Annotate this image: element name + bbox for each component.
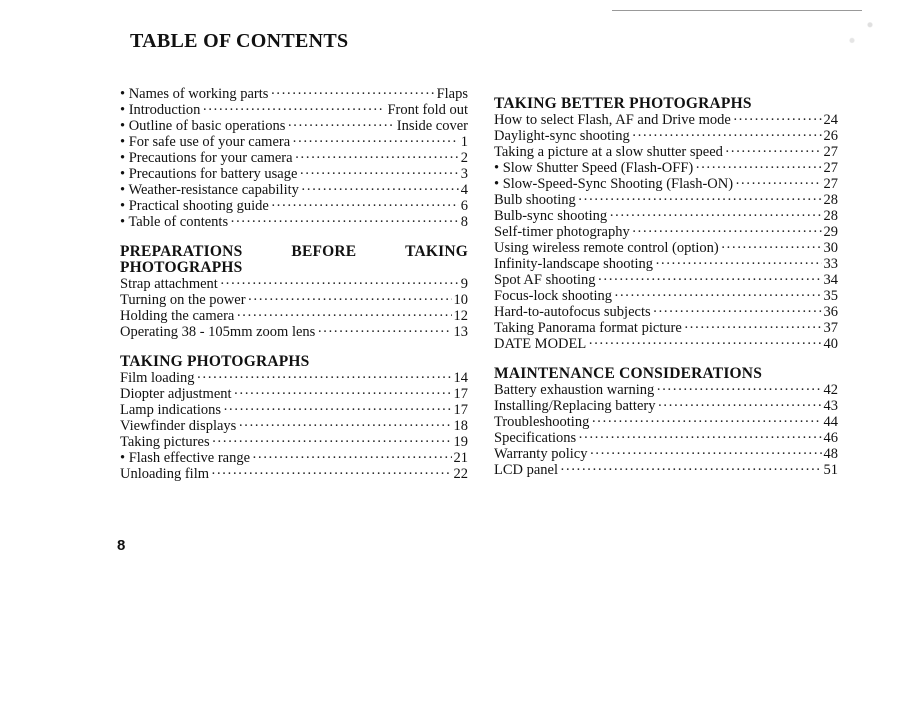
toc-entry-page: 17 [453, 402, 468, 418]
toc-entry-page: 4 [460, 182, 468, 198]
toc-entry[interactable] [120, 198, 468, 214]
toc-entry[interactable] [494, 240, 838, 256]
toc-entry-page: 29 [823, 224, 838, 240]
toc-entry-page: 40 [823, 336, 838, 352]
dot-leader [657, 398, 821, 414]
toc-entry-page: 42 [823, 382, 838, 398]
toc-entry-page: 13 [453, 324, 468, 340]
toc-entry-label: Unloading film [120, 466, 210, 482]
toc-entry-page: Inside cover [396, 118, 468, 134]
toc-entry-label: Hard-to-autofocus subjects [494, 304, 651, 320]
toc-entry-page: 33 [823, 256, 838, 272]
toc-entry-page: 48 [823, 446, 838, 462]
dot-leader [202, 102, 385, 118]
toc-entry[interactable] [120, 150, 468, 166]
toc-entry-page: 34 [823, 272, 838, 288]
toc-entry-label: Specifications [494, 430, 577, 446]
toc-entry-label: Operating 38 - 105mm zoom lens [120, 324, 316, 340]
toc-entry-label: Bulb-sync shooting [494, 208, 608, 224]
toc-entry[interactable] [120, 308, 468, 324]
toc-entry[interactable] [494, 224, 838, 240]
toc-entry-page: 24 [823, 112, 838, 128]
toc-entry[interactable] [120, 292, 468, 308]
dot-leader [252, 450, 451, 466]
toc-entry-page: 2 [460, 150, 468, 166]
dot-leader [212, 434, 452, 450]
toc-entry-label: • Outline of basic operations [120, 118, 285, 134]
dot-leader [292, 134, 459, 150]
toc-entry-label: • Names of working parts [120, 86, 268, 102]
toc-entry-label: • Slow-Speed-Sync Shooting (Flash-ON) [494, 176, 733, 192]
section-title-maintenance: MAINTENANCE CONSIDERATIONS [494, 365, 763, 382]
toc-entry-page: Front fold out [387, 102, 468, 118]
toc-entry-page: 44 [823, 414, 838, 430]
dot-leader [223, 402, 451, 418]
dot-leader [578, 192, 822, 208]
toc-entry-page: 10 [453, 292, 468, 308]
section-title-better: TAKING BETTER PHOTOGRAPHS [494, 95, 752, 112]
dot-leader [578, 430, 821, 446]
dot-leader [301, 182, 459, 198]
dot-leader [725, 144, 822, 160]
toc-entry-label: Self-timer photography [494, 224, 630, 240]
maintenance-list [494, 382, 838, 478]
toc-entry[interactable] [494, 272, 838, 288]
dot-leader [655, 256, 821, 272]
toc-entry[interactable] [120, 276, 468, 292]
dot-leader [230, 214, 459, 230]
dot-leader [295, 150, 459, 166]
toc-entry-label: • Weather-resistance capability [120, 182, 299, 198]
toc-entry-page: 21 [453, 450, 468, 466]
dot-leader [684, 320, 822, 336]
dot-leader [653, 304, 822, 320]
dot-leader [591, 414, 821, 430]
dot-leader [238, 418, 451, 434]
toc-entry-label: Diopter adjustment [120, 386, 232, 402]
dot-leader [287, 118, 394, 134]
toc-entry[interactable] [494, 288, 838, 304]
toc-entry-label: Turning on the power [120, 292, 246, 308]
dot-leader [236, 308, 451, 324]
toc-entry-label: Daylight-sync shooting [494, 128, 630, 144]
toc-entry-label: Bulb shooting [494, 192, 576, 208]
toc-entry-page: 18 [453, 418, 468, 434]
toc-entry-label: Taking pictures [120, 434, 210, 450]
toc-entry[interactable] [120, 118, 468, 134]
toc-entry-label: Infinity-landscape shooting [494, 256, 654, 272]
toc-entry-label: • For safe use of your camera [120, 134, 290, 150]
section-title-word: TAKING [405, 243, 468, 260]
taking-list [120, 370, 468, 482]
toc-entry-page: 8 [460, 214, 468, 230]
dot-leader [271, 198, 459, 214]
dot-leader [560, 462, 821, 478]
toc-entry[interactable] [120, 418, 468, 434]
toc-entry[interactable] [120, 466, 468, 482]
toc-entry-page: 36 [823, 304, 838, 320]
toc-entry[interactable] [120, 434, 468, 450]
dot-leader [220, 276, 459, 292]
toc-entry-label: • Practical shooting guide [120, 198, 269, 214]
toc-entry[interactable] [120, 386, 468, 402]
toc-entry[interactable] [120, 402, 468, 418]
toc-entry[interactable] [494, 414, 838, 430]
toc-entry-label: Lamp indications [120, 402, 222, 418]
toc-entry[interactable] [494, 208, 838, 224]
toc-entry[interactable] [494, 304, 838, 320]
toc-entry-label: • Introduction [120, 102, 200, 118]
dot-leader [598, 272, 822, 288]
section-title-taking: TAKING PHOTOGRAPHS [120, 353, 310, 370]
toc-entry-label: Battery exhaustion warning [494, 382, 655, 398]
toc-entry-page: 28 [823, 208, 838, 224]
toc-entry-page: 12 [453, 308, 468, 324]
toc-entry-label: DATE MODEL [494, 336, 587, 352]
toc-entry[interactable] [120, 370, 468, 386]
section-title-word: PREPARATIONS [120, 243, 243, 260]
toc-entry[interactable] [120, 134, 468, 150]
toc-right-column [494, 96, 838, 478]
toc-entry-page: 46 [823, 430, 838, 446]
toc-left-column [120, 86, 468, 482]
toc-entry[interactable] [494, 398, 838, 414]
toc-entry-page: 27 [823, 160, 838, 176]
dot-leader [721, 240, 822, 256]
toc-entry-label: Using wireless remote control (option) [494, 240, 719, 256]
scan-artifact-speckle [834, 4, 894, 56]
intro-list [120, 86, 468, 230]
toc-entry-label: • Precautions for battery usage [120, 166, 297, 182]
toc-entry-page: 27 [823, 176, 838, 192]
toc-entry-page: 43 [823, 398, 838, 414]
toc-entry[interactable] [494, 176, 838, 192]
toc-entry-label: Taking Panorama format picture [494, 320, 682, 336]
toc-entry[interactable] [494, 320, 838, 336]
section-title-line2: PHOTOGRAPHS [120, 259, 243, 276]
toc-entry[interactable] [494, 160, 838, 176]
toc-entry-page: 28 [823, 192, 838, 208]
toc-entry-page: 19 [453, 434, 468, 450]
dot-leader [733, 112, 822, 128]
toc-entry-page: 37 [823, 320, 838, 336]
toc-entry-page: 9 [460, 276, 468, 292]
toc-entry-label: Troubleshooting [494, 414, 590, 430]
toc-entry[interactable] [120, 182, 468, 198]
page-number: 8 [117, 537, 126, 554]
toc-entry-label: Film loading [120, 370, 195, 386]
toc-entry-page: 6 [460, 198, 468, 214]
toc-entry-label: How to select Flash, AF and Drive mode [494, 112, 731, 128]
dot-leader [735, 176, 821, 192]
toc-entry[interactable] [120, 450, 468, 466]
toc-entry-page: 30 [823, 240, 838, 256]
toc-entry[interactable] [120, 102, 468, 118]
toc-entry[interactable] [494, 144, 838, 160]
toc-entry-page: 27 [823, 144, 838, 160]
toc-entry-label: • Flash effective range [120, 450, 250, 466]
toc-entry[interactable] [120, 166, 468, 182]
toc-entry-label: • Precautions for your camera [120, 150, 293, 166]
dot-leader [317, 324, 451, 340]
dot-leader [248, 292, 452, 308]
toc-entry-label: Warranty policy [494, 446, 588, 462]
toc-entry[interactable] [494, 128, 838, 144]
toc-entry-page: 51 [823, 462, 838, 478]
dot-leader [632, 128, 822, 144]
toc-entry-page: 3 [460, 166, 468, 182]
toc-entry-page: 17 [453, 386, 468, 402]
toc-entry-label: Installing/Replacing battery [494, 398, 656, 414]
dot-leader [299, 166, 458, 182]
scan-artifact-line [612, 10, 862, 11]
toc-entry-label: Strap attachment [120, 276, 218, 292]
dot-leader [197, 370, 452, 386]
dot-leader [211, 466, 451, 482]
dot-leader [695, 160, 821, 176]
better-list [494, 112, 838, 352]
toc-entry[interactable] [494, 462, 838, 478]
toc-entry[interactable] [494, 256, 838, 272]
section-title-preparations [120, 244, 468, 276]
toc-entry[interactable] [494, 446, 838, 462]
toc-entry-label: Spot AF shooting [494, 272, 596, 288]
toc-entry-label: • Table of contents [120, 214, 228, 230]
toc-entry[interactable] [494, 382, 838, 398]
toc-entry-label: LCD panel [494, 462, 559, 478]
toc-entry[interactable] [494, 430, 838, 446]
dot-leader [588, 336, 821, 352]
toc-entry-page: 14 [453, 370, 468, 386]
dot-leader [614, 288, 821, 304]
toc-entry[interactable] [494, 192, 838, 208]
toc-entry-page: 35 [823, 288, 838, 304]
toc-entry-label: Focus-lock shooting [494, 288, 613, 304]
toc-entry-label: Holding the camera [120, 308, 235, 324]
dot-leader [589, 446, 821, 462]
toc-entry-label: • Slow Shutter Speed (Flash-OFF) [494, 160, 693, 176]
toc-entry[interactable] [494, 112, 838, 128]
toc-entry-label: Viewfinder displays [120, 418, 237, 434]
dot-leader [609, 208, 821, 224]
toc-entry[interactable] [120, 324, 468, 340]
toc-entry-page: 22 [453, 466, 468, 482]
toc-entry[interactable] [494, 336, 838, 352]
toc-entry-page: 1 [460, 134, 468, 150]
dot-leader [656, 382, 821, 398]
dot-leader [632, 224, 822, 240]
dot-leader [270, 86, 434, 102]
dot-leader [234, 386, 452, 402]
toc-entry-page: Flaps [436, 86, 468, 102]
toc-entry[interactable] [120, 214, 468, 230]
page-title: TABLE OF CONTENTS [130, 30, 349, 52]
preparations-list [120, 276, 468, 340]
toc-entry-page: 26 [823, 128, 838, 144]
section-title-word: BEFORE [291, 243, 357, 260]
toc-entry-label: Taking a picture at a slow shutter speed [494, 144, 723, 160]
toc-entry[interactable] [120, 86, 468, 102]
